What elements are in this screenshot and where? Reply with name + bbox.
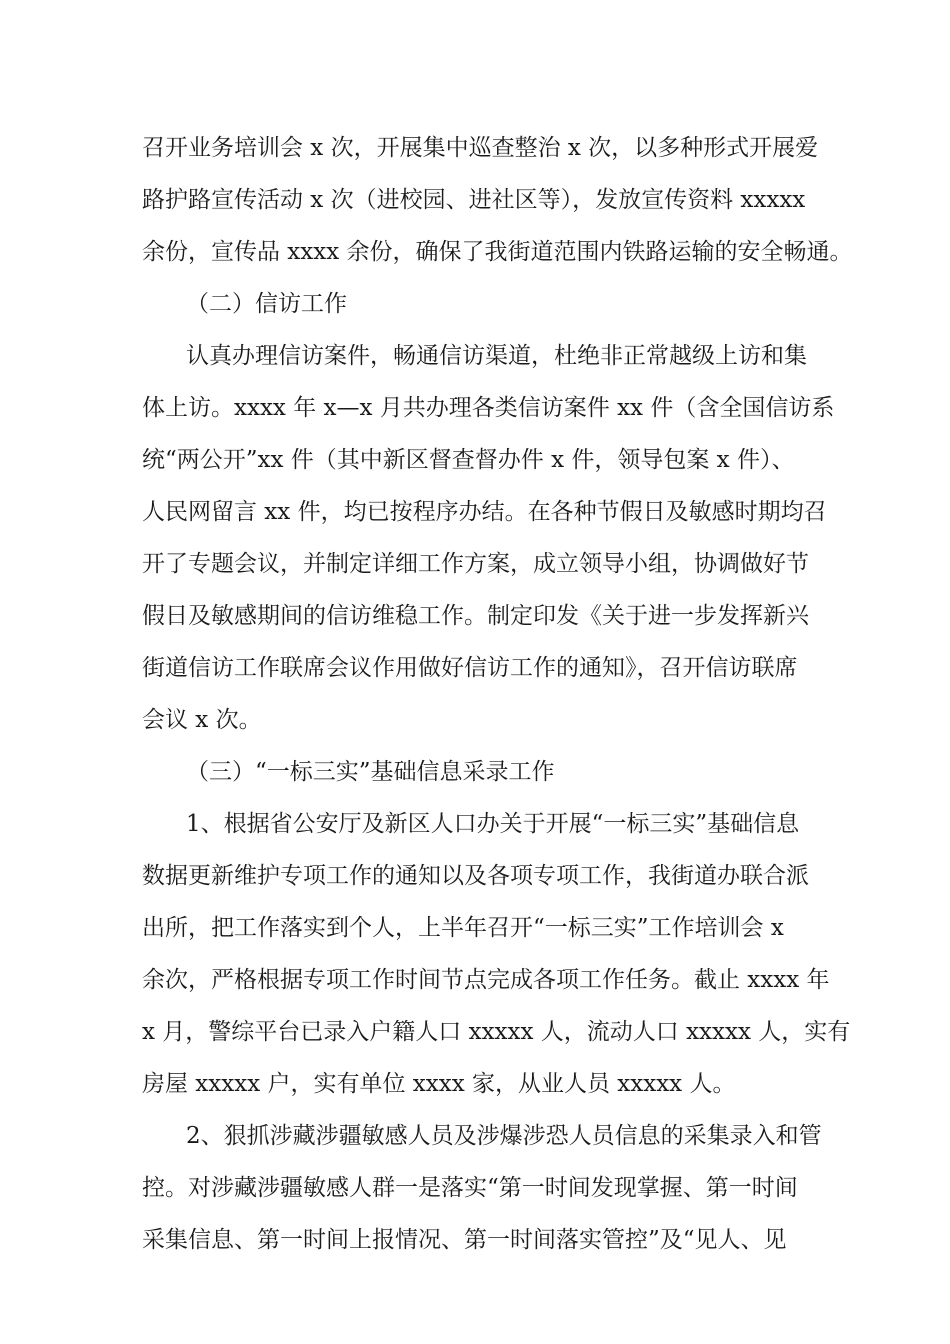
text-line: 街道信访工作联席会议作用做好信访工作的通知》，召开信访联席	[142, 655, 798, 681]
text-line: 1、根据省公安厅及新区人口办关于开展“一标三实”基础信息	[186, 811, 800, 837]
text-line: 2、狠抓涉藏涉疆敏感人员及涉爆涉恐人员信息的采集录入和管	[186, 1123, 822, 1149]
text-line: 采集信息、第一时间上报情况、第一时间落实管控”及“见人、见	[142, 1227, 787, 1253]
text-line: 统“两公开”xx 件（其中新区督查督办件 x 件，领导包案 x 件）、	[142, 447, 795, 473]
text-line: 假日及敏感期间的信访维稳工作。制定印发《关于进一步发挥新兴	[142, 603, 809, 629]
text-line: 路护路宣传活动 x 次（进校园、进社区等），发放宣传资料 xxxxx	[142, 187, 806, 213]
text-line: 余份，宣传品 xxxx 余份，确保了我街道范围内铁路运输的安全畅通。	[142, 239, 853, 265]
section-heading: （三）“一标三实”基础信息采录工作	[186, 759, 555, 785]
text-line: 开了专题会议，并制定详细工作方案，成立领导小组，协调做好节	[142, 551, 809, 577]
text-line: x 月，警综平台已录入户籍人口 xxxxx 人，流动人口 xxxxx 人，实有	[142, 1019, 851, 1045]
text-line: 召开业务培训会 x 次，开展集中巡查整治 x 次，以多种形式开展爱	[142, 135, 819, 161]
text-line: 控。对涉藏涉疆敏感人群一是落实“第一时间发现掌握、第一时间	[142, 1175, 798, 1201]
text-line: 余次，严格根据专项工作时间节点完成各项工作任务。截止 xxxx 年	[142, 967, 830, 993]
text-line: 认真办理信访案件，畅通信访渠道，杜绝非正常越级上访和集	[186, 343, 807, 369]
text-line: 出所，把工作落实到个人，上半年召开“一标三实”工作培训会 x	[142, 915, 784, 941]
text-line: 数据更新维护专项工作的通知以及各项专项工作，我街道办联合派	[142, 863, 809, 889]
section-heading: （二）信访工作	[186, 291, 347, 317]
text-line: 体上访。xxxx 年 x—x 月共办理各类信访案件 xx 件（含全国信访系	[142, 395, 835, 421]
text-line: 会议 x 次。	[142, 707, 262, 733]
text-line: 人民网留言 xx 件，均已按程序办结。在各种节假日及敏感时期均召	[142, 499, 827, 525]
text-line: 房屋 xxxxx 户，实有单位 xxxx 家，从业人员 xxxxx 人。	[142, 1071, 736, 1097]
